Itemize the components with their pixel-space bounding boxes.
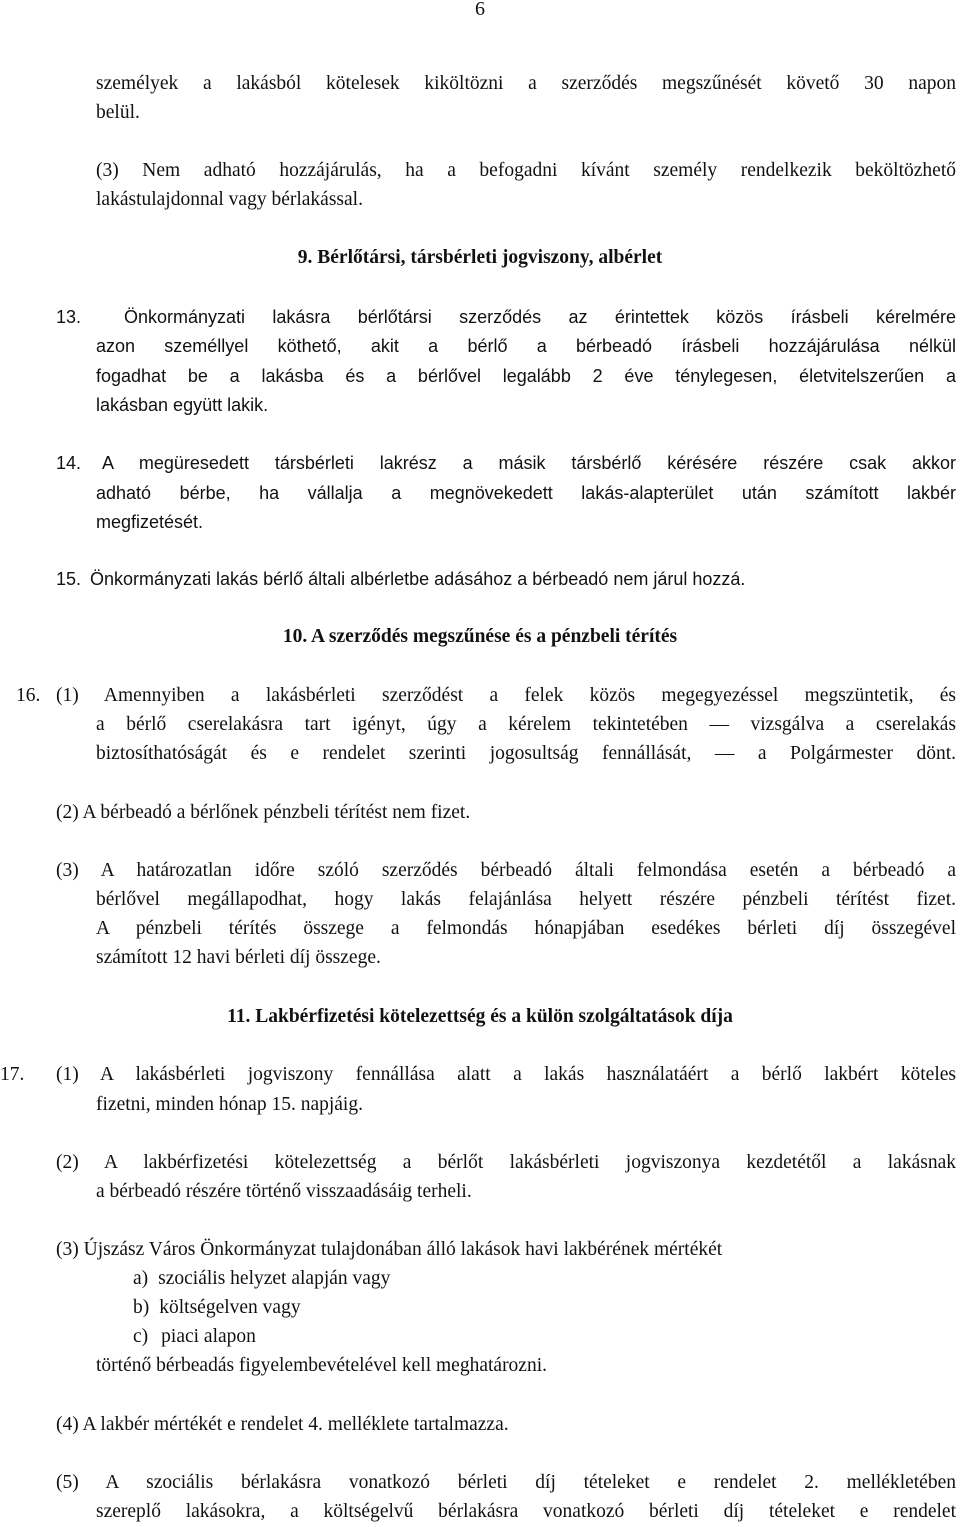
text-line: (3) Újszász Város Önkormányzat tulajdonában álló lakások havi lakbérének mértékét bbox=[56, 1239, 723, 1260]
section-number bbox=[56, 305, 81, 330]
text-line: szereplő lakásokra, a költségelvű bérlakásra vonatkozó bérleti díj tételeket e rendelet bbox=[96, 1501, 956, 1522]
section-number bbox=[16, 684, 40, 708]
list-marker: c) bbox=[133, 1326, 149, 1347]
text-line: fogadhat be a lakásba és a bérlővel legalább 2 éve ténylegesen, életvitelszerűen a bbox=[96, 366, 956, 386]
text-line: Önkormányzati lakásra bérlőtársi szerződés az érintettek közös írásbeli kérelmére bbox=[124, 307, 956, 327]
section-heading-10: 10. A szerződés megszűnése és a pénzbeli térítés bbox=[282, 626, 678, 647]
text-line: (5) A szociális bérlakásra vonatkozó bérleti díj tételeket e rendelet 2. mellékletében bbox=[56, 1472, 956, 1493]
section-number bbox=[0, 1063, 24, 1087]
section-heading-11: 11. Lakbérfizetési kötelezettség és a külön szolgáltatások díja bbox=[227, 1006, 733, 1027]
text-line: a bérbeadó részére történő visszaadásáig terheli. bbox=[96, 1181, 472, 1202]
list-item-text: költségelven vagy bbox=[159, 1297, 301, 1318]
section-number bbox=[56, 451, 81, 476]
text-line: számított 12 havi bérleti díj összege. bbox=[96, 947, 381, 968]
text-line: (2) A lakbérfizetési kötelezettség a bérlőt lakásbérleti jogviszonya kezdetétől a lakásnak bbox=[56, 1152, 956, 1173]
text-line: megfizetését. bbox=[96, 512, 204, 532]
list-item-text: piaci alapon bbox=[161, 1326, 256, 1347]
text-line: (2) A bérbeadó a bérlőnek pénzbeli térítést nem fizet. bbox=[56, 802, 471, 823]
section-number-text: 14. bbox=[56, 453, 82, 473]
section-number-text: 13. bbox=[56, 307, 82, 327]
text-line: bérlővel megállapodhat, hogy lakás felajánlása helyett részére pénzbeli térítést fizet. bbox=[96, 889, 956, 910]
text-line: A megüresedett társbérleti lakrész a másik társbérlő kérésére részére csak akkor bbox=[102, 453, 956, 473]
text-line: Önkormányzati lakás bérlő általi albérletbe adásához a bérbeadó nem járul hozzá. bbox=[90, 569, 746, 589]
section-number-text: 15. bbox=[56, 569, 82, 589]
list-marker: b) bbox=[133, 1297, 150, 1318]
list-marker: a) bbox=[133, 1268, 149, 1289]
section-heading-9: 9. Bérlőtársi, társbérleti jogviszony, albérlet bbox=[297, 247, 663, 268]
text-line: azon személlyel köthető, akit a bérlő a bérbeadó írásbeli hozzájárulása nélkül bbox=[96, 336, 956, 356]
text-line: a bérlő cserelakásra tart igényt, úgy a kérelem tekintetében ― vizsgálva a cserelakás bbox=[96, 714, 956, 735]
list-item-text: szociális helyzet alapján vagy bbox=[158, 1268, 391, 1289]
text-line: biztosíthatóságát és e rendelet szerinti jogosultság fennállását, ― a Polgármester dönt. bbox=[96, 743, 956, 764]
text-line: (4) A lakbér mértékét e rendelet 4. melléklete tartalmazza. bbox=[56, 1414, 509, 1435]
text-line: (1) Amennyiben a lakásbérleti szerződést a felek közös megegyezéssel megszüntetik, és bbox=[56, 685, 956, 706]
text-line: fizetni, minden hónap 15. napjáig. bbox=[96, 1094, 363, 1115]
text-line: lakástulajdonnal vagy bérlakással. bbox=[96, 189, 363, 210]
list-item bbox=[133, 1325, 256, 1349]
section-number-text: 17. bbox=[0, 1064, 25, 1085]
section-number bbox=[56, 567, 81, 592]
text-line: adható bérbe, ha vállalja a megnövekedett lakás-alapterület után számított lakbér bbox=[96, 483, 956, 503]
section-number-text: 16. bbox=[16, 685, 41, 706]
list-item bbox=[133, 1267, 390, 1291]
list-item bbox=[133, 1296, 301, 1320]
text-line: belül. bbox=[96, 102, 140, 123]
text-line: A pénzbeli térítés összege a felmondás hónapjában esedékes bérleti díj összegével bbox=[96, 918, 956, 939]
text-line: lakásban együtt lakik. bbox=[96, 395, 269, 415]
text-line: történő bérbeadás figyelembevételével kell meghatározni. bbox=[96, 1355, 548, 1376]
text-line: (1) A lakásbérleti jogviszony fennállása alatt a lakás használatáért a bérlő lakbért köteles bbox=[56, 1064, 956, 1085]
page-number: 6 bbox=[475, 0, 485, 20]
text-line: (3) Nem adható hozzájárulás, ha a befogadni kívánt személy rendelkezik beköltözhető bbox=[96, 160, 956, 181]
text-line: (3) A határozatlan időre szóló szerződés bérbeadó általi felmondása esetén a bérbeadó a bbox=[56, 860, 956, 881]
text-line: személyek a lakásból kötelesek kiköltözni a szerződés megszűnését követő 30 napon bbox=[96, 73, 956, 94]
